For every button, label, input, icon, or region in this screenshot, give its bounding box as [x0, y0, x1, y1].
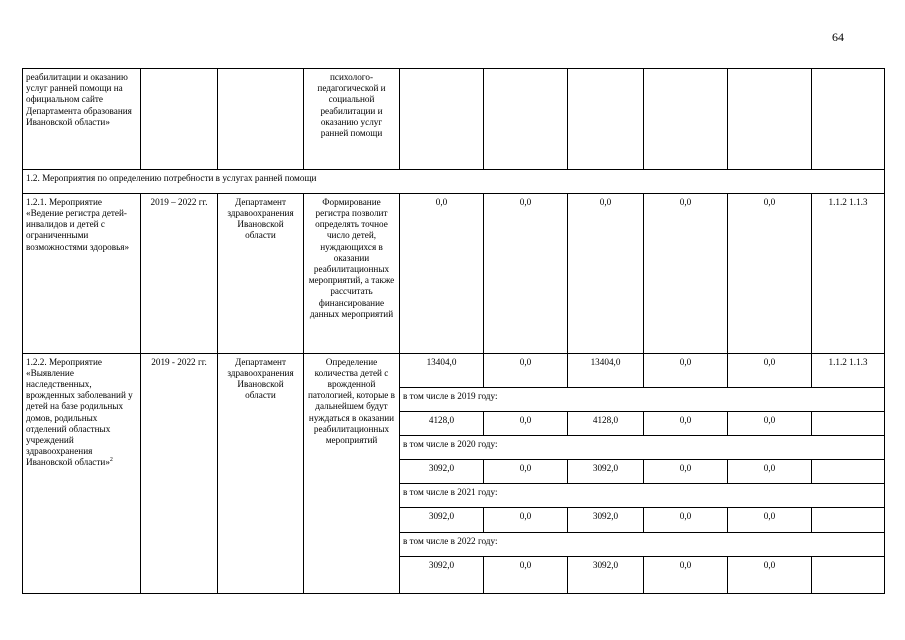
value-cell: 3092,0	[400, 556, 484, 593]
activity-cell	[23, 353, 141, 593]
value-cell: 0,0	[644, 556, 728, 593]
year-label: в том числе в 2022 году:	[400, 532, 885, 556]
executor-cell	[218, 69, 304, 170]
value-cell: 13404,0	[568, 353, 644, 387]
year-label: в том числе в 2021 году:	[400, 484, 885, 508]
value-cell: 3092,0	[400, 508, 484, 532]
value-cell: 0,0	[728, 508, 812, 532]
indicator-cell	[812, 69, 885, 170]
value-cell: 0,0	[484, 411, 568, 435]
table-row	[23, 353, 885, 387]
executor-cell: Департамент здравоохранения Ивановской области	[218, 353, 304, 593]
value-cell: 0,0	[644, 411, 728, 435]
indicator-cell: 1.1.2 1.1.3	[812, 193, 885, 353]
executor-cell: Департамент здравоохранения Ивановской области	[218, 193, 304, 353]
value-cell: 3092,0	[568, 508, 644, 532]
value-cell: 13404,0	[400, 353, 484, 387]
result-cell: психолого-педагогической и социальной реабилитации и оказанию услуг ранней помощи	[304, 69, 400, 170]
value-cell: 4128,0	[568, 411, 644, 435]
section-title: 1.2. Мероприятия по определению потребности в услугах ранней помощи	[23, 169, 885, 193]
value-cell: 0,0	[644, 353, 728, 387]
value-cell: 0,0	[728, 556, 812, 593]
value-cell: 0,0	[568, 193, 644, 353]
value-cell: 0,0	[484, 556, 568, 593]
footnote-marker: 2	[109, 457, 113, 464]
value-cell: 0,0	[644, 193, 728, 353]
year-label: в том числе в 2020 году:	[400, 436, 885, 460]
table-row	[23, 193, 885, 353]
value-cell	[484, 69, 568, 170]
value-cell	[728, 69, 812, 170]
result-cell: Формирование регистра позволит определять точное число детей, нуждающихся в оказании реабилитационных мероприятий, а также рассчитать финансирование данных мероприятий	[304, 193, 400, 353]
value-cell: 0,0	[728, 411, 812, 435]
activity-cell: 1.2.1. Мероприятие «Ведение регистра детей-инвалидов и детей с ограниченными возможностями здоровья»	[23, 193, 141, 353]
indicator-cell	[812, 556, 885, 593]
value-cell: 0,0	[728, 193, 812, 353]
result-cell: Определение количества детей с врожденной патологией, которые в дальнейшем будут нуждаться в оказании реабилитационных мероприятий	[304, 353, 400, 593]
indicator-cell	[812, 460, 885, 484]
value-cell: 3092,0	[568, 556, 644, 593]
period-cell: 2019 – 2022 гг.	[141, 193, 218, 353]
activity-text: 1.2.2. Мероприятие «Выявление наследственных, врожденных заболеваний у детей на базе родильных домов, родильных отделений областных учреждений здравоохранения Ивановской области»	[26, 356, 133, 468]
activity-cell: реабилитации и оказанию услуг ранней помощи на официальном сайте Департамента образования Ивановской области»	[23, 69, 141, 170]
value-cell: 0,0	[484, 460, 568, 484]
value-cell	[400, 69, 484, 170]
value-cell: 0,0	[644, 460, 728, 484]
value-cell: 0,0	[728, 460, 812, 484]
value-cell	[568, 69, 644, 170]
table-row	[23, 69, 885, 170]
indicator-cell	[812, 508, 885, 532]
value-cell: 3092,0	[400, 460, 484, 484]
value-cell: 3092,0	[568, 460, 644, 484]
period-cell	[141, 69, 218, 170]
value-cell: 0,0	[644, 508, 728, 532]
indicator-cell: 1.1.2 1.1.3	[812, 353, 885, 387]
indicator-cell	[812, 411, 885, 435]
value-cell: 0,0	[728, 353, 812, 387]
value-cell: 0,0	[484, 353, 568, 387]
year-label: в том числе в 2019 году:	[400, 387, 885, 411]
value-cell	[644, 69, 728, 170]
program-activities-table	[22, 68, 885, 594]
section-row	[23, 169, 885, 193]
value-cell: 4128,0	[400, 411, 484, 435]
value-cell: 0,0	[484, 508, 568, 532]
value-cell: 0,0	[484, 193, 568, 353]
page-number: 64	[832, 30, 844, 44]
period-cell: 2019 - 2022 гг.	[141, 353, 218, 593]
value-cell: 0,0	[400, 193, 484, 353]
